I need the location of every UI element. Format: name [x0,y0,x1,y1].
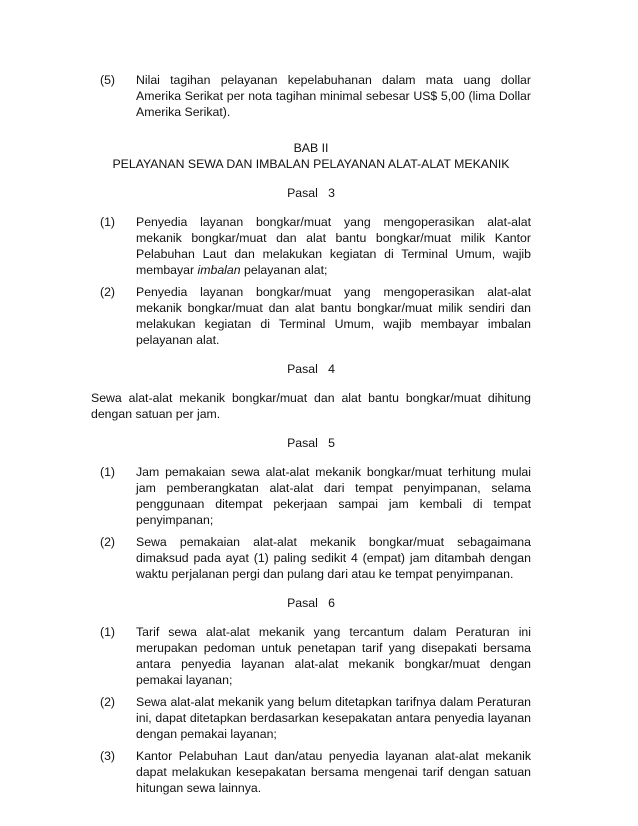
spacer [91,451,531,464]
numbered-clause [91,72,531,120]
numbered-clause [91,214,531,278]
spacer [91,582,531,595]
clause-number: (2) [100,285,116,299]
paragraph: Sewa alat-alat mekanik bongkar/muat dan alat bantu bongkar/muat dihitung dengan satuan per jam. [91,391,531,421]
numbered-clause [91,694,531,742]
clause-text [136,214,531,278]
spacer [91,201,531,214]
section-heading: BAB II [293,141,329,155]
clause-number: (1) [100,465,116,479]
spacer [91,120,531,140]
section-heading: PELAYANAN SEWA DAN IMBALAN PELAYANAN ALAT-ALAT MEKANIK [112,157,510,171]
numbered-clause [91,284,531,348]
clause-text-part: Penyedia layanan bongkar/muat yang mengoperasikan alat-alat mekanik bongkar/muat dan alat bantu bongkar/muat milik Kantor Pelabuhan Laut dan melakukan kegiatan di Terminal Umum, wajib membayar [136,215,531,277]
clause-number: (2) [100,695,116,709]
numbered-clause [91,624,531,688]
clause-text: Nilai tagihan pelayanan kepelabuhanan dalam mata uang dollar Amerika Serikat per nota tagihan minimal sebesar US$ 5,00 (lima Dollar Amerika Serikat). [136,73,531,119]
clause-number: (1) [100,215,116,229]
clause-number: (3) [100,749,116,763]
clause-text: Tarif sewa alat-alat mekanik yang tercantum dalam Peraturan ini merupakan pedoman untuk penetapan tarif yang disepakati bersama antara penyedia layanan alat-alat mekanik bongkar/muat dengan pemakai layanan; [136,625,531,687]
section-heading: Pasal 6 [287,596,335,610]
spacer [91,377,531,390]
spacer [91,611,531,624]
section-heading: Pasal 3 [287,186,335,200]
clause-text: Penyedia layanan bongkar/muat yang mengoperasikan alat-alat mekanik bongkar/muat dan alat bantu bongkar/muat milik sendiri dan melakukan kegiatan di Terminal Umum, wajib membayar imbalan pelayanan alat. [136,285,531,347]
section-heading: Pasal 4 [287,362,335,376]
clause-text-part: pelayanan alat; [240,263,328,277]
document-body [91,72,531,796]
clause-number: (5) [100,73,116,87]
clause-number: (2) [100,535,116,549]
clause-text: Kantor Pelabuhan Laut dan/atau penyedia layanan alat-alat mekanik dapat melakukan kesepakatan bersama mengenai tarif dengan satuan hitungan sewa lainnya. [136,749,531,795]
numbered-clause [91,534,531,582]
section-heading: Pasal 5 [287,436,335,450]
clause-text: Sewa alat-alat mekanik yang belum ditetapkan tarifnya dalam Peraturan ini, dapat ditetapkan berdasarkan kesepakatan antara penyedia layanan dengan pemakai layanan; [136,695,531,741]
spacer [91,422,531,435]
clause-text: Jam pemakaian sewa alat-alat mekanik bongkar/muat terhitung mulai jam pemberangkatan alat-alat dari tempat penyimpanan, selama penggunaan ditempat pekerjaan sampai jam kembali di tempat penyimpanan; [136,465,531,527]
clause-number: (1) [100,625,116,639]
spacer [91,172,531,185]
clause-text-emphasis: imbalan [197,263,241,277]
clause-text: Sewa pemakaian alat-alat mekanik bongkar/muat sebagaimana dimaksud pada ayat (1) paling sedikit 4 (empat) jam ditambah dengan waktu perjalanan pergi dan pulang dari atau ke tempat penyimpanan. [136,535,531,581]
numbered-clause [91,464,531,528]
spacer [91,348,531,361]
numbered-clause [91,748,531,796]
